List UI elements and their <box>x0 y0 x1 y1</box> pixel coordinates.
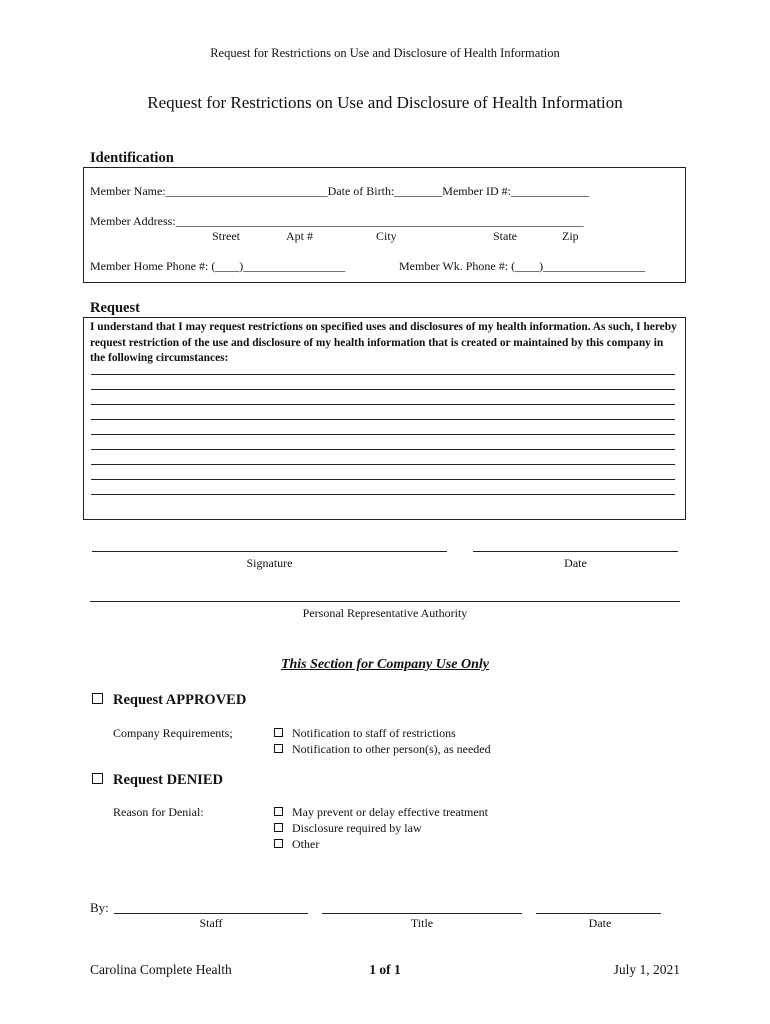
reason-for-denial-label: Reason for Denial: <box>113 805 204 819</box>
title-label: Title <box>410 916 434 930</box>
title-line[interactable] <box>322 913 522 914</box>
request-denied-option[interactable] <box>92 772 223 789</box>
footer-organization: Carolina Complete Health <box>90 962 232 977</box>
request-denied-label: Request DENIED <box>113 772 223 788</box>
address-part-street: Street <box>212 229 240 243</box>
address-part-zip: Zip <box>562 229 579 243</box>
request-write-line[interactable] <box>91 404 675 405</box>
home-phone-line[interactable]: Member Home Phone #: (____)_________________ <box>90 259 346 273</box>
request-heading: Request <box>90 300 140 316</box>
request-write-line[interactable] <box>91 464 675 465</box>
request-approved-option[interactable] <box>92 692 246 709</box>
identification-heading: Identification <box>90 150 174 166</box>
approved-option-2[interactable] <box>274 742 491 757</box>
denied-option-label: Other <box>292 837 320 851</box>
address-part-apt: Apt # <box>286 229 313 243</box>
approved-option-1[interactable] <box>274 726 456 741</box>
member-name-line[interactable]: Member Name:___________________________Date of Birth:________Member ID #:_____________ <box>90 184 589 198</box>
request-approved-label: Request APPROVED <box>113 692 247 708</box>
by-label: By: <box>90 900 109 915</box>
staff-label: Staff <box>199 916 223 930</box>
signature-line[interactable] <box>92 551 447 552</box>
checkbox-icon[interactable] <box>274 823 283 832</box>
staff-line[interactable] <box>114 913 308 914</box>
denied-option-2[interactable] <box>274 821 422 836</box>
checkbox-icon[interactable] <box>274 807 283 816</box>
request-write-line[interactable] <box>91 419 675 420</box>
footer-page-number: 1 of 1 <box>369 962 401 977</box>
address-part-city: City <box>376 229 397 243</box>
work-phone-line[interactable]: Member Wk. Phone #: (____)_________________ <box>399 259 646 273</box>
request-statement: I understand that I may request restrictions on specified uses and disclosures of my health information. As such, I hereby request restriction of the use and disclosure of my health information that is created or maintained by this company in the following circumstances: <box>90 321 677 364</box>
request-write-line[interactable] <box>91 479 675 480</box>
representative-line[interactable] <box>90 601 680 602</box>
checkbox-icon[interactable] <box>92 693 103 704</box>
signature-date-label: Date <box>564 556 587 570</box>
denied-option-1[interactable] <box>274 805 488 820</box>
approved-option-label: Notification to other person(s), as needed <box>292 742 491 756</box>
request-write-line[interactable] <box>91 449 675 450</box>
denied-option-label: Disclosure required by law <box>292 821 422 835</box>
denied-option-3[interactable] <box>274 837 319 852</box>
checkbox-icon[interactable] <box>274 744 283 753</box>
footer-date: July 1, 2021 <box>613 962 680 977</box>
request-write-line[interactable] <box>91 389 675 390</box>
running-header: Request for Restrictions on Use and Disclosure of Health Information <box>210 46 560 60</box>
checkbox-icon[interactable] <box>92 773 103 784</box>
request-write-line[interactable] <box>91 374 675 375</box>
signature-label: Signature <box>246 556 293 570</box>
denied-option-label: May prevent or delay effective treatment <box>292 805 489 819</box>
company-requirements-label: Company Requirements; <box>113 726 233 740</box>
address-part-state: State <box>493 229 517 243</box>
by-date-line[interactable] <box>536 913 661 914</box>
by-date-label: Date <box>588 916 612 930</box>
company-use-title: This Section for Company Use Only <box>280 657 490 672</box>
member-address-line[interactable]: Member Address:____________________________________________________________________ <box>90 214 584 228</box>
checkbox-icon[interactable] <box>274 728 283 737</box>
request-write-line[interactable] <box>91 494 675 495</box>
request-write-line[interactable] <box>91 434 675 435</box>
signature-date-line[interactable] <box>473 551 678 552</box>
representative-label: Personal Representative Authority <box>302 606 468 620</box>
document-title: Request for Restrictions on Use and Disclosure of Health Information <box>147 93 623 112</box>
checkbox-icon[interactable] <box>274 839 283 848</box>
approved-option-label: Notification to staff of restrictions <box>292 726 456 740</box>
